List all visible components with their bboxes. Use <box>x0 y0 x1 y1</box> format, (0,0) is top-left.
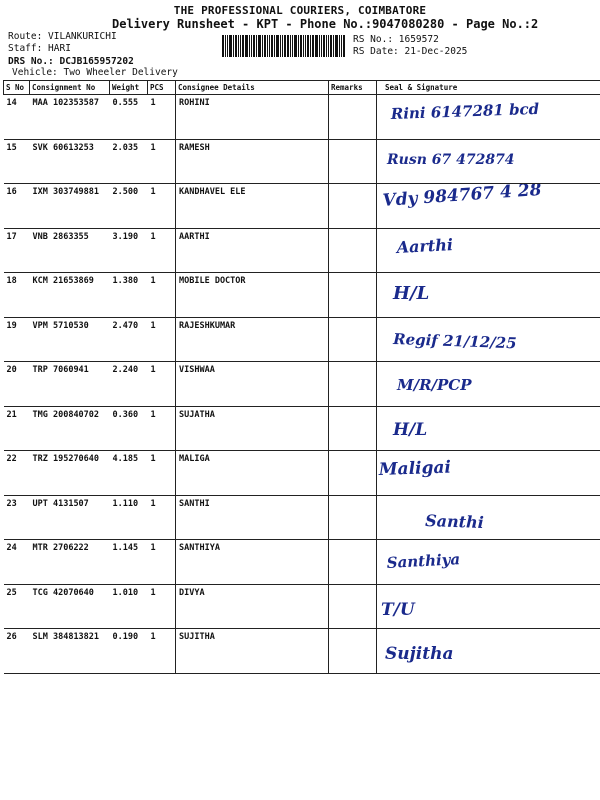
row-weight: 2.240 <box>110 362 148 407</box>
row-consignment: MTR 2706222 <box>30 540 110 585</box>
row-consignment: KCM 21653869 <box>30 273 110 318</box>
row-signature <box>377 629 600 674</box>
row-remarks <box>329 362 377 407</box>
table-row <box>4 362 600 407</box>
company-title: THE PROFESSIONAL COURIERS, COIMBATORE <box>173 4 427 17</box>
handwritten-signature <box>377 496 600 540</box>
signature-text: Rusn 67 472874 <box>387 151 515 168</box>
row-consignment: TCG 42070640 <box>30 584 110 629</box>
rs-number: RS No.: 1659572 <box>353 34 439 45</box>
row-consignment: TMG 200840702 <box>30 406 110 451</box>
row-signature <box>377 273 600 318</box>
row-consignment: TRP 7060941 <box>30 362 110 407</box>
row-remarks <box>329 406 377 451</box>
row-consignment: SLM 384813821 <box>30 629 110 674</box>
handwritten-signature <box>377 629 600 673</box>
row-consignment: VNB 2863355 <box>30 228 110 273</box>
row-weight: 1.110 <box>110 495 148 540</box>
row-signature <box>377 451 600 496</box>
col-weight: Weight <box>110 81 148 95</box>
handwritten-signature <box>377 273 600 317</box>
row-signature <box>377 317 600 362</box>
handwritten-signature <box>377 140 600 184</box>
row-consignee: MOBILE DOCTOR <box>176 273 329 318</box>
row-sno: 18 <box>4 273 30 318</box>
row-remarks <box>329 451 377 496</box>
table-row <box>4 139 600 184</box>
row-sno: 19 <box>4 317 30 362</box>
runsheet-title: Delivery Runsheet - KPT - Phone No.:9047080280 - Page No.:2 <box>112 17 539 31</box>
row-pcs: 1 <box>148 406 176 451</box>
col-consignee: Consignee Details <box>176 81 329 95</box>
table-row <box>4 95 600 140</box>
row-consignment: TRZ 195270640 <box>30 451 110 496</box>
signature-text: Aarthi <box>396 234 454 257</box>
handwritten-signature <box>377 362 600 406</box>
row-sno: 24 <box>4 540 30 585</box>
row-remarks <box>329 584 377 629</box>
row-consignee: DIVYA <box>176 584 329 629</box>
row-pcs: 1 <box>148 184 176 229</box>
col-remarks: Remarks <box>329 81 377 95</box>
handwritten-signature <box>377 407 600 451</box>
row-remarks <box>329 495 377 540</box>
table-row <box>4 317 600 362</box>
row-consignee: SUJATHA <box>176 406 329 451</box>
row-signature <box>377 139 600 184</box>
row-weight: 0.360 <box>110 406 148 451</box>
row-signature <box>377 362 600 407</box>
row-weight: 2.035 <box>110 139 148 184</box>
row-signature <box>377 495 600 540</box>
table-row <box>4 495 600 540</box>
row-sno: 26 <box>4 629 30 674</box>
signature-text: Vdy 984767 4 28 <box>381 179 543 211</box>
row-pcs: 1 <box>148 362 176 407</box>
handwritten-signature <box>377 540 600 584</box>
row-remarks <box>329 228 377 273</box>
row-consignee: SUJITHA <box>176 629 329 674</box>
handwritten-signature <box>377 179 600 228</box>
vehicle-label: Vehicle: Two Wheeler Delivery <box>12 67 178 78</box>
table-row <box>4 273 600 318</box>
drs-number: DRS No.: DCJB165957202 <box>8 56 134 67</box>
row-remarks <box>329 184 377 229</box>
row-pcs: 1 <box>148 273 176 318</box>
row-consignee: VISHWAA <box>176 362 329 407</box>
runsheet-table <box>3 80 600 674</box>
signature-text: T/U <box>381 599 415 620</box>
row-pcs: 1 <box>148 584 176 629</box>
row-weight: 3.190 <box>110 228 148 273</box>
col-sno: S No <box>4 81 30 95</box>
row-consignment: MAA 102353587 <box>30 95 110 140</box>
row-signature <box>377 179 600 229</box>
rs-date: RS Date: 21-Dec-2025 <box>353 46 468 57</box>
table-row <box>4 540 600 585</box>
row-sno: 14 <box>4 95 30 140</box>
row-signature <box>377 540 600 585</box>
row-weight: 0.190 <box>110 629 148 674</box>
table-row <box>4 184 600 229</box>
row-remarks <box>329 540 377 585</box>
row-weight: 1.145 <box>110 540 148 585</box>
signature-text: Regif 21/12/25 <box>392 329 517 352</box>
row-consignee: RAMESH <box>176 139 329 184</box>
row-sno: 21 <box>4 406 30 451</box>
row-sno: 20 <box>4 362 30 407</box>
row-signature <box>377 584 600 629</box>
signature-text: Santhi <box>424 510 485 532</box>
row-consignee: RAJESHKUMAR <box>176 317 329 362</box>
row-consignee: KANDHAVEL ELE <box>176 184 329 229</box>
row-sno: 25 <box>4 584 30 629</box>
row-pcs: 1 <box>148 228 176 273</box>
row-consignee: SANTHI <box>176 495 329 540</box>
row-consignee: SANTHIYA <box>176 540 329 585</box>
row-pcs: 1 <box>148 540 176 585</box>
table-row <box>4 629 600 674</box>
table-row <box>4 228 600 273</box>
row-sno: 16 <box>4 184 30 229</box>
row-consignee: MALIGA <box>176 451 329 496</box>
row-remarks <box>329 317 377 362</box>
row-remarks <box>329 139 377 184</box>
row-sno: 22 <box>4 451 30 496</box>
row-remarks <box>329 629 377 674</box>
row-consignment: IXM 303749881 <box>30 184 110 229</box>
signature-text: M/R/PCP <box>397 376 472 394</box>
barcode <box>222 35 350 57</box>
row-consignment: SVK 60613253 <box>30 139 110 184</box>
row-sno: 17 <box>4 228 30 273</box>
row-consignee: ROHINI <box>176 95 329 140</box>
signature-text: Rini 6147281 bcd <box>390 99 540 123</box>
row-weight: 1.010 <box>110 584 148 629</box>
row-signature <box>377 228 600 273</box>
row-sno: 23 <box>4 495 30 540</box>
row-weight: 4.185 <box>110 451 148 496</box>
table-row <box>4 584 600 629</box>
row-pcs: 1 <box>148 317 176 362</box>
signature-text: H/L <box>393 283 430 304</box>
row-pcs: 1 <box>148 139 176 184</box>
signature-text: H/L <box>393 419 428 440</box>
row-consignment: UPT 4131507 <box>30 495 110 540</box>
row-weight: 0.555 <box>110 95 148 140</box>
handwritten-signature <box>377 318 600 362</box>
signature-text: Maligai <box>378 457 452 480</box>
row-pcs: 1 <box>148 95 176 140</box>
signature-text: Sujitha <box>385 644 454 664</box>
row-consignment: VPM 5710530 <box>30 317 110 362</box>
col-consignment: Consignment No <box>30 81 110 95</box>
col-pcs: PCS <box>148 81 176 95</box>
signature-text: Santhiya <box>386 550 461 572</box>
handwritten-signature <box>377 229 600 273</box>
handwritten-signature <box>377 451 600 495</box>
row-remarks <box>329 95 377 140</box>
row-pcs: 1 <box>148 495 176 540</box>
table-row <box>4 406 600 451</box>
handwritten-signature <box>377 585 600 629</box>
row-sno: 15 <box>4 139 30 184</box>
col-signature: Seal & Signature <box>377 81 600 95</box>
row-weight: 2.470 <box>110 317 148 362</box>
table-row <box>4 451 600 496</box>
table-header-row <box>4 81 600 95</box>
row-pcs: 1 <box>148 451 176 496</box>
row-consignee: AARTHI <box>176 228 329 273</box>
handwritten-signature <box>377 95 600 139</box>
row-pcs: 1 <box>148 629 176 674</box>
route-label: Route: VILANKURICHI <box>8 31 117 42</box>
row-signature <box>377 95 600 140</box>
staff-label: Staff: HARI <box>8 43 71 54</box>
row-signature <box>377 406 600 451</box>
row-remarks <box>329 273 377 318</box>
row-weight: 1.380 <box>110 273 148 318</box>
row-weight: 2.500 <box>110 184 148 229</box>
